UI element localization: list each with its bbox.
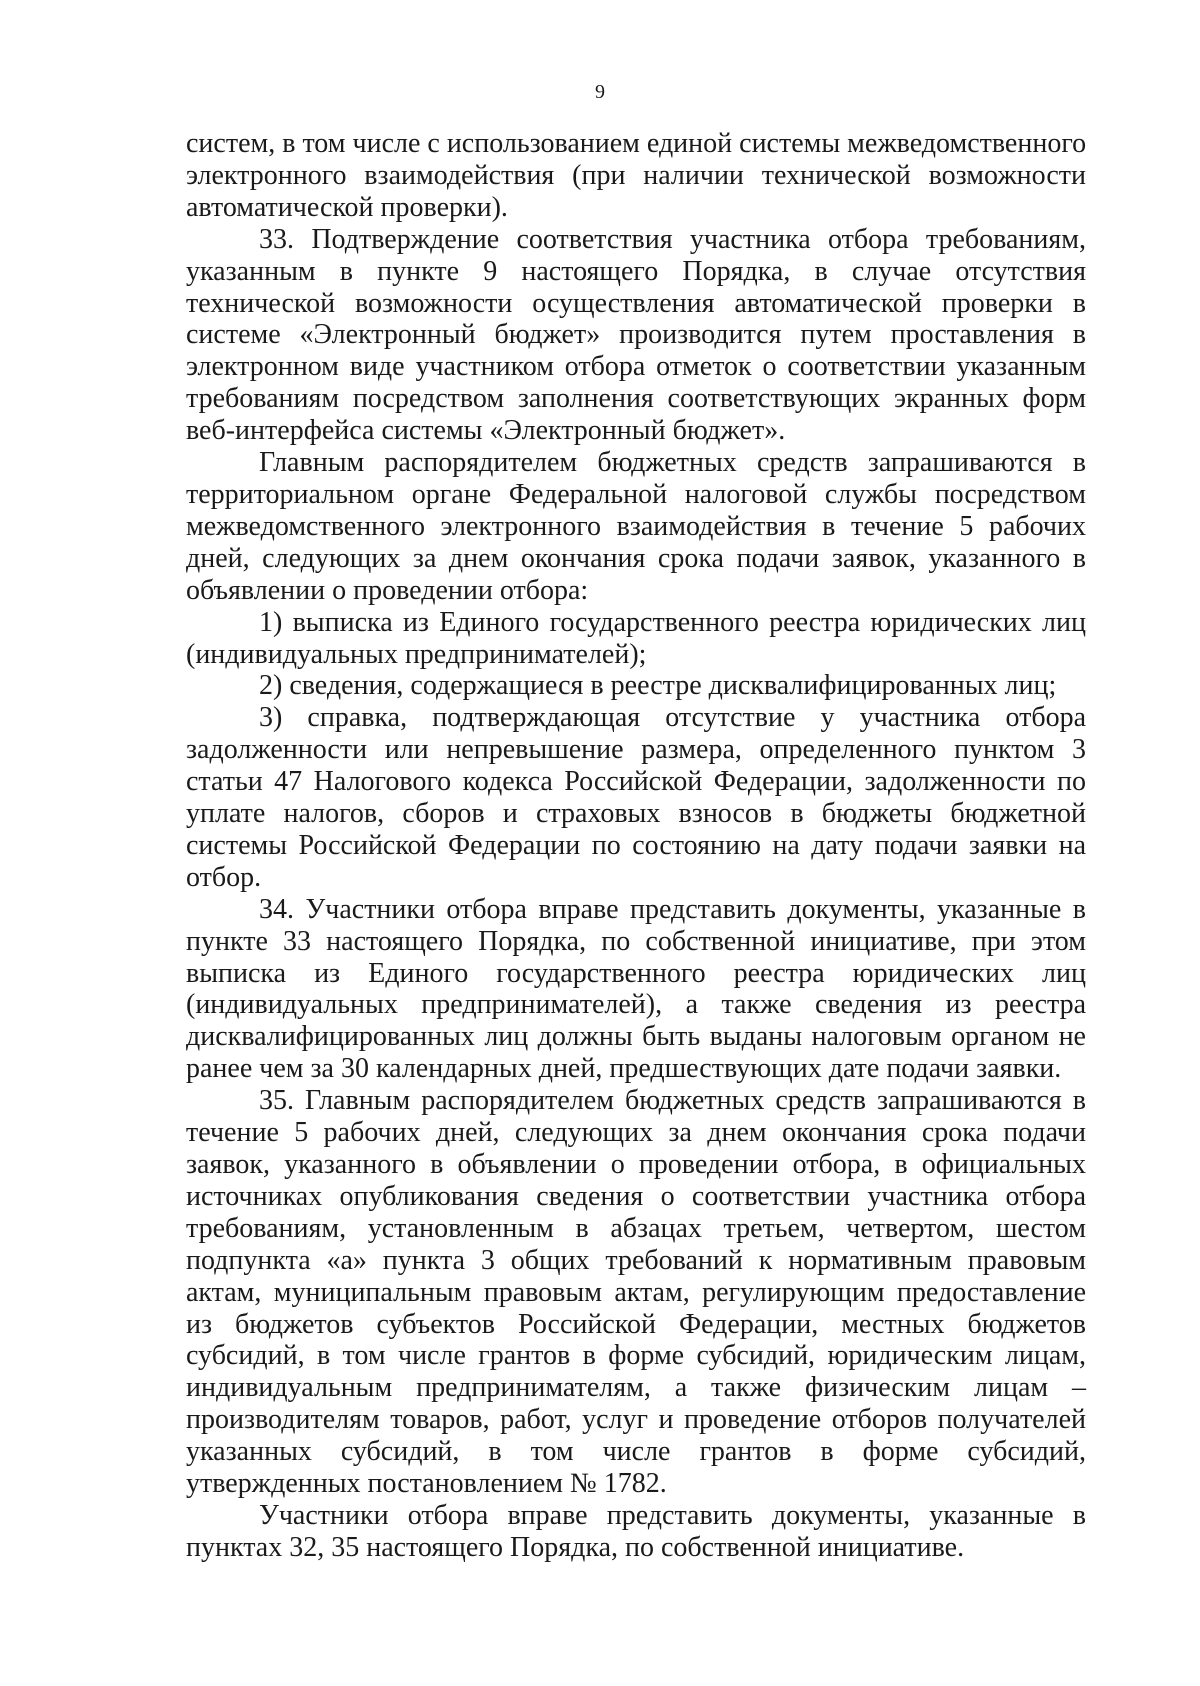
body-text <box>186 128 1086 1564</box>
text-line: автоматической проверки). <box>186 191 508 223</box>
text-line: 2) сведения, содержащиеся в реестре дисквалифицированных лиц; <box>259 670 1057 702</box>
text-line: 33. Подтверждение соответствия участника отбора требованиям, <box>259 223 1086 255</box>
text-line: статьи 47 Налогового кодекса Российской Федерации, задолженности по <box>186 766 1086 798</box>
text-line: задолженности или непревышение размера, определенного пунктом 3 <box>186 734 1086 766</box>
text-line: (индивидуальных предпринимателей); <box>186 638 647 670</box>
text-line: 1) выписка из Единого государственного реестра юридических лиц <box>259 606 1086 638</box>
text-line: дисквалифицированных лиц должны быть выданы налоговым органом не <box>186 1021 1086 1053</box>
text-line: веб-интерфейса системы «Электронный бюджет». <box>186 415 786 447</box>
text-line: межведомственного электронного взаимодействия в течение 5 рабочих <box>186 510 1086 542</box>
text-line: 35. Главным распорядителем бюджетных средств запрашиваются в <box>259 1085 1086 1117</box>
text-line: выписка из Единого государственного реестра юридических лиц <box>186 957 1086 989</box>
text-line: подпункта «а» пункта 3 общих требований к нормативным правовым <box>186 1244 1086 1276</box>
text-line: заявок, указанного в объявлении о проведении отбора, в официальных <box>186 1149 1086 1180</box>
text-line: дней, следующих за днем окончания срока подачи заявок, указанного в <box>186 542 1086 574</box>
text-line: производителям товаров, работ, услуг и проведение отборов получателей <box>186 1404 1086 1436</box>
text-line: электронного взаимодействия (при наличии технической возможности <box>186 159 1086 191</box>
text-line: систем, в том числе с использованием единой системы межведомственного <box>186 128 1087 159</box>
text-line: системы Российской Федерации по состоянию на дату подачи заявки на <box>186 829 1086 861</box>
text-line: пунктах 32, 35 настоящего Порядка, по собственной инициативе. <box>186 1531 965 1563</box>
text-line: уплате налогов, сборов и страховых взносов в бюджеты бюджетной <box>186 798 1086 830</box>
text-line: Главным распорядителем бюджетных средств запрашиваются в <box>259 447 1086 479</box>
text-line: из бюджетов субъектов Российской Федерации, местных бюджетов <box>186 1308 1086 1340</box>
text-line: системе «Электронный бюджет» производится путем проставления в <box>186 319 1086 351</box>
text-line: индивидуальным предпринимателям, а также физическим лицам – <box>186 1372 1086 1404</box>
text-line: 34. Участники отбора вправе представить документы, указанные в <box>259 893 1086 925</box>
text-line: актам, муниципальным правовым актам, регулирующим предоставление <box>186 1276 1086 1308</box>
document-body <box>186 128 1086 1564</box>
text-line: указанным в пункте 9 настоящего Порядка, в случае отсутствия <box>186 255 1086 287</box>
text-line: пункте 33 настоящего Порядка, по собственной инициативе, при этом <box>186 925 1086 957</box>
text-line: Участники отбора вправе представить документы, указанные в <box>259 1499 1086 1531</box>
text-line: требованиям посредством заполнения соответствующих экранных форм <box>186 383 1086 415</box>
page-number: 9 <box>595 81 605 103</box>
text-line: (индивидуальных предпринимателей), а также сведения из реестра <box>186 989 1086 1021</box>
text-line: источниках опубликования сведения о соответствии участника отбора <box>186 1180 1086 1212</box>
text-line: технической возможности осуществления автоматической проверки в <box>186 287 1086 319</box>
text-line: 3) справка, подтверждающая отсутствие у участника отбора <box>259 702 1086 734</box>
text-line: отбор. <box>186 861 262 893</box>
text-line: указанных субсидий, в том числе грантов в форме субсидий, <box>186 1436 1086 1468</box>
text-line: ранее чем за 30 календарных дней, предшествующих дате подачи заявки. <box>186 1053 1062 1085</box>
text-line: субсидий, в том числе грантов в форме субсидий, юридическим лицам, <box>186 1340 1086 1372</box>
text-line: объявлении о проведении отбора: <box>186 574 589 606</box>
text-line: утвержденных постановлением № 1782. <box>186 1468 667 1500</box>
text-line: течение 5 рабочих дней, следующих за днем окончания срока подачи <box>186 1117 1086 1149</box>
text-line: электронном виде участником отбора отметок о соответствии указанным <box>186 351 1086 383</box>
text-line: требованиям, установленным в абзацах третьем, четвертом, шестом <box>186 1212 1086 1244</box>
text-line: территориальном органе Федеральной налоговой службы посредством <box>186 478 1086 510</box>
